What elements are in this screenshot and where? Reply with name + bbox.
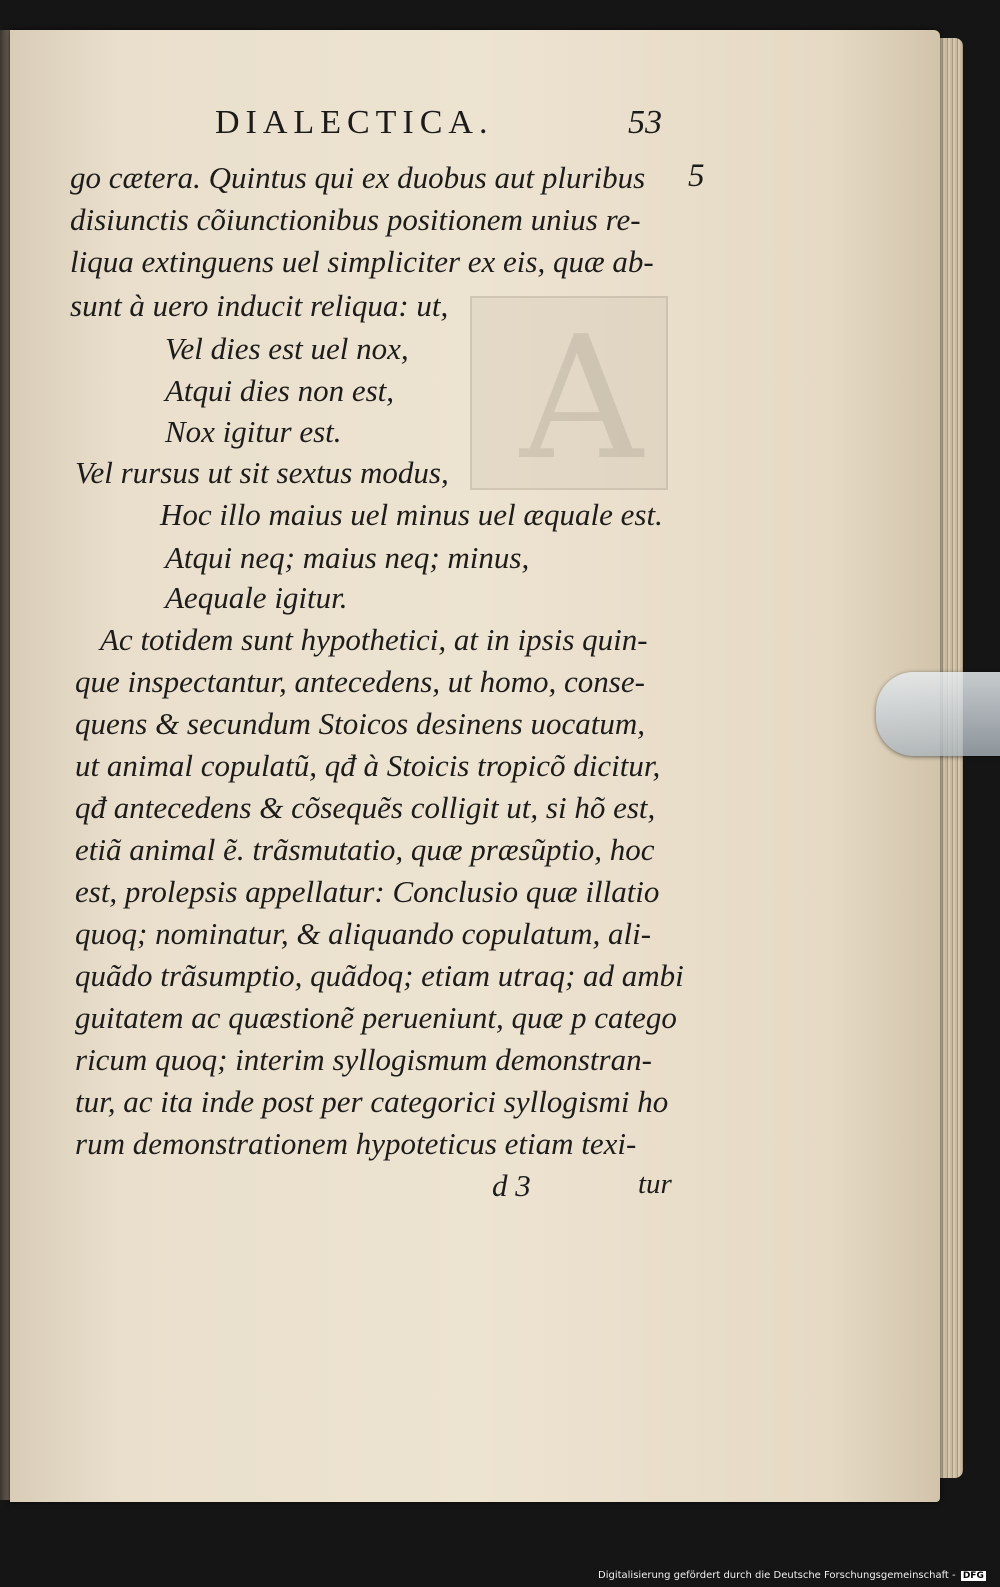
text-line: Atqui dies non est,: [165, 373, 395, 408]
catchword: tur: [638, 1168, 672, 1200]
text-line: quoq; nominatur, & aliquando copulatum, ali-: [75, 916, 652, 951]
footer-text: Digitalisierung gefördert durch die Deutsche Forschungsgemeinschaft -: [598, 1570, 956, 1581]
text-line: go cætera. Quintus qui ex duobus aut pluribus: [70, 160, 646, 195]
footer-credit: [598, 1570, 993, 1584]
text-line: sunt à uero inducit reliqua: ut,: [70, 288, 449, 323]
text-line: Atqui neq; maius neq; minus,: [165, 540, 530, 575]
text-line: Aequale igitur.: [165, 580, 348, 615]
dfg-logo: DFG: [962, 1571, 984, 1581]
text-line: qđ antecedens & cõsequẽs colligit ut, si hõ est,: [75, 790, 656, 825]
text-line: Vel rursus ut sit sextus modus,: [75, 455, 449, 490]
text-line: est, prolepsis appellatur: Conclusio quæ illatio: [75, 874, 660, 909]
text-line: quens & secundum Stoicos desinens uocatum,: [75, 706, 645, 741]
text-line: etiã animal ẽ. trãsmutatio, quæ præsũptio, hoc: [75, 832, 655, 867]
margin-note: 5: [688, 158, 705, 194]
text-line: Ac totidem sunt hypothetici, at in ipsis quin-: [100, 622, 648, 657]
text-line: tur, ac ita inde post per categorici syllogismi ho: [75, 1084, 669, 1119]
text-line: liqua extinguens uel simpliciter ex eis, quæ ab-: [70, 244, 654, 279]
text-line: disiunctis cõiunctionibus positionem unius re-: [70, 202, 641, 237]
text-line: Hoc illo maius uel minus uel æquale est.: [160, 497, 663, 532]
show-through-initial: A: [520, 300, 643, 498]
text-line: guitatem ac quæstionẽ perueniunt, quæ p catego: [75, 1000, 677, 1035]
signature-mark: d 3: [492, 1168, 531, 1203]
text-line: rum demonstrationem hypoteticus etiam texi-: [75, 1126, 637, 1161]
text-line: quãdo trãsumptio, quãdoq; etiam utraq; ad ambi: [75, 958, 684, 993]
running-title: DIALECTICA.: [215, 104, 494, 141]
text-line: Nox igitur est.: [165, 414, 342, 449]
page-tab-marker: [876, 672, 1000, 756]
text-line: ricum quoq; interim syllogismum demonstran-: [75, 1042, 652, 1077]
text-line: que inspectantur, antecedens, ut homo, conse-: [75, 664, 645, 699]
text-line: Vel dies est uel nox,: [165, 331, 409, 366]
text-line: ut animal copulatũ, qđ à Stoicis tropicõ dicitur,: [75, 748, 661, 783]
page-number: 53: [628, 104, 662, 141]
